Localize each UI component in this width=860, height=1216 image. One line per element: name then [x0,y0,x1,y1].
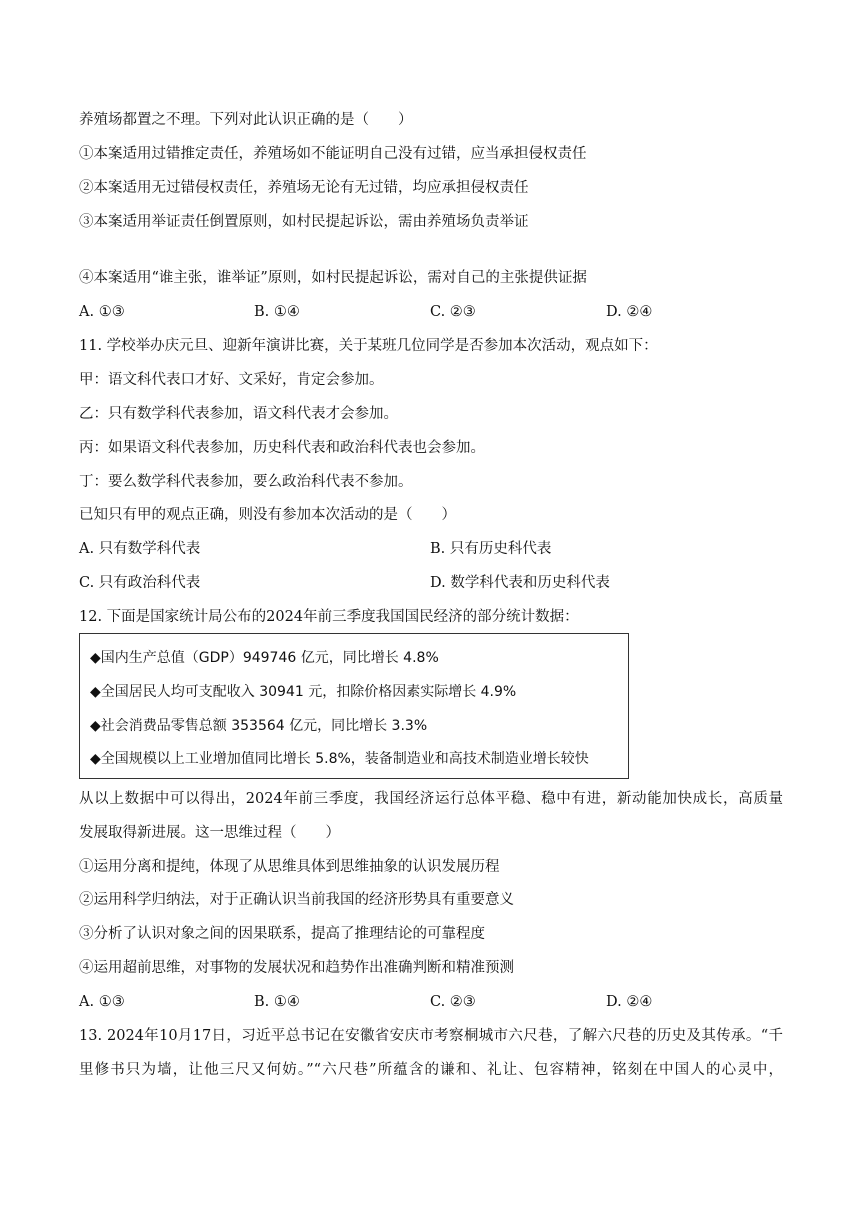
q12-option-d: D. ②④ [606,994,653,1010]
q12-option-b: B. ①④ [254,994,300,1010]
q12-statement-1: ①运用分离和提纯，体现了从思维具体到思维抽象的认识发展历程 [79,859,500,875]
q12-paragraph-line-1: 从以上数据中可以得出，2024年前三季度，我国经济运行总体平稳、稳中有进，新动能加快成长，高质量 [79,791,783,807]
q11-view-bing: 丙：如果语文科代表参加，历史科代表和政治科代表也会参加。 [79,440,485,456]
q10-option-c: C. ②③ [430,304,476,320]
q10-statement-2: ②本案适用无过错侵权责任，养殖场无论有无过错，均应承担侵权责任 [79,180,529,196]
q12-statement-2: ②运用科学归纳法，对于正确认识当前我国的经济形势具有重要意义 [79,892,514,908]
q10-statement-4: ④本案适用“谁主张，谁举证”原则，如村民提起诉讼，需对自己的主张提供证据 [79,270,587,286]
q11-view-jia: 甲：语文科代表口才好、文采好，肯定会参加。 [79,372,384,388]
q10-statement-3: ③本案适用举证责任倒置原则，如村民提起诉讼，需由养殖场负责举证 [79,214,529,230]
q12-box-item-industry: ◆全国规模以上工业增加值同比增长 5.8%，装备制造业和高技术制造业增长较快 [90,751,589,767]
q12-box-item-retail: ◆社会消费品零售总额 353564 亿元，同比增长 3.3% [90,718,428,734]
q10-option-a: A. ①③ [79,304,125,320]
q12-statement-3: ③分析了认识对象之间的因果联系，提高了推理结论的可靠程度 [79,926,485,942]
q11-stem: 11. 学校举办庆元旦、迎新年演讲比赛，关于某班几位同学是否参加本次活动，观点如下： [79,338,658,354]
q11-option-c: C. 只有政治科代表 [79,575,201,591]
q13-line-1: 13. 2024年10月17日，习近平总书记在安徽省安庆市考察桐城市六尺巷，了解六尺巷的历史及其传承。“千 [79,1028,783,1044]
q11-option-a: A. 只有数学科代表 [79,541,201,557]
q10-stem-end: 养殖场都置之不理。下列对此认识正确的是（ ） [79,112,413,128]
q12-box-item-gdp: ◆国内生产总值（GDP）949746 亿元，同比增长 4.8% [90,650,439,666]
q10-statement-1: ①本案适用过错推定责任，养殖场如不能证明自己没有过错，应当承担侵权责任 [79,146,587,162]
q11-view-ding: 丁：要么数学科代表参加，要么政治科代表不参加。 [79,474,413,490]
q10-option-b: B. ①④ [254,304,300,320]
q13-line-2: 里修书只为墙，让他三尺又何妨。”“六尺巷”所蕴含的谦和、礼让、包容精神，铭刻在中国人的心灵中， [79,1062,783,1078]
q10-option-d: D. ②④ [606,304,653,320]
q12-statement-4: ④运用超前思维，对事物的发展状况和趋势作出准确判断和精准预测 [79,960,514,976]
q12-option-c: C. ②③ [430,994,476,1010]
q12-data-box [79,633,629,779]
q11-question: 已知只有甲的观点正确，则没有参加本次活动的是（ ） [79,507,456,523]
q11-option-b: B. 只有历史科代表 [430,541,552,557]
q12-stem: 12. 下面是国家统计局公布的2024年前三季度我国国民经济的部分统计数据： [79,609,579,625]
q12-box-item-income: ◆全国居民人均可支配收入 30941 元，扣除价格因素实际增长 4.9% [90,684,517,700]
q12-paragraph-line-2: 发展取得新进展。这一思维过程（ ） [79,825,340,841]
q11-option-d: D. 数学科代表和历史科代表 [430,575,610,591]
q12-option-a: A. ①③ [79,994,125,1010]
q11-view-yi: 乙：只有数学科代表参加，语文科代表才会参加。 [79,406,398,422]
